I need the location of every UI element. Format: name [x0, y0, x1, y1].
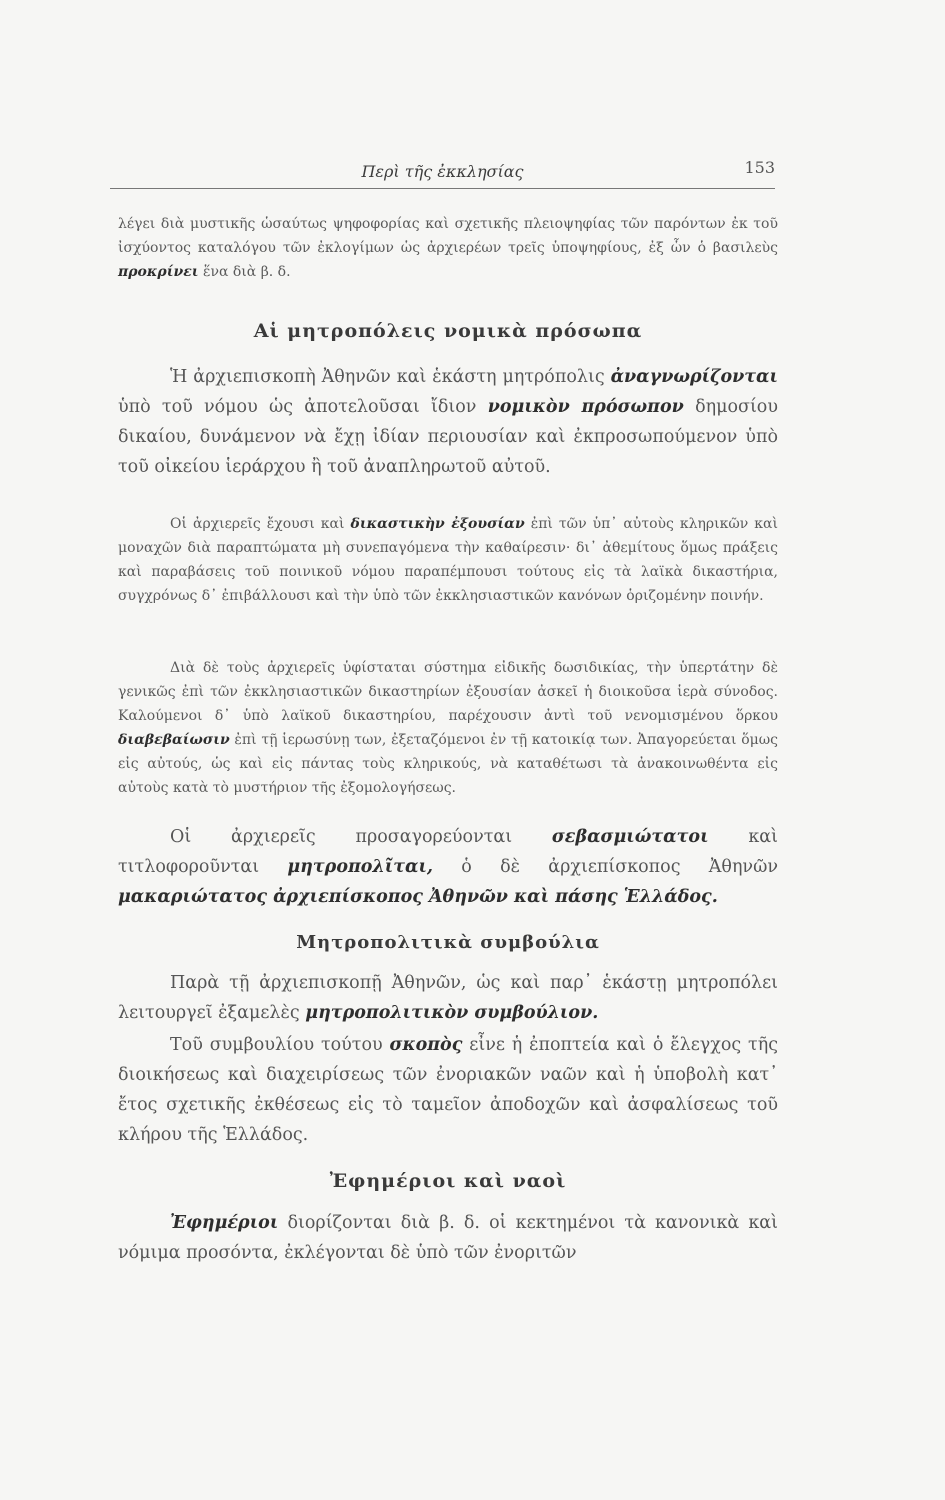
running-head [110, 158, 775, 189]
section-heading-legal-persons: Αἱ μητροπόλεις νομικὰ πρόσωπα [253, 320, 643, 342]
paragraph-priests: Ἐφημέριοι διορίζονται διὰ β. δ. οἱ κεκτημένοι τὰ κανονικὰ καὶ νόμιμα προσόντα, ἐκλέγονται δὲ ὑπὸ τῶν ἐνοριτῶν [118, 1213, 778, 1263]
paragraph-election: λέγει διὰ μυστικῆς ὡσαύτως ψηφοφορίας καὶ σχετικῆς πλειοψηφίας τῶν παρόντων ἐκ τοῦ ἰσχύοντος καταλόγου τῶν ἐκλογίμων ὡς ἀρχιερέων τρεῖς ὑποψηφίους, ἐξ ὧν ὁ βασιλεὺς προκρίνει ἕνα διὰ β. δ. [118, 216, 778, 280]
running-head-title: Περὶ τῆς ἐκκλησίας [361, 162, 524, 181]
section-heading-priests: Ἐφημέριοι καὶ ναοὶ [329, 1170, 567, 1192]
page-number: 153 [744, 158, 775, 177]
paragraph-council: Παρὰ τῇ ἀρχιεπισκοπῇ Ἀθηνῶν, ὡς καὶ παρ᾽ ἑκάστῃ μητροπόλει λειτουργεῖ ἐξαμελὲς μητροπολιτικὸν συμβούλιον. [118, 973, 778, 1023]
emphasis-prokrinei: προκρίνει [118, 264, 199, 280]
section-heading-councils: Μητροπολιτικὰ συμβούλια [296, 932, 600, 953]
paragraph-jurisdiction: Διὰ δὲ τοὺς ἀρχιερεῖς ὑφίσταται σύστημα εἰδικῆς δωσιδικίας, τὴν ὑπερτάτην δὲ γενικῶς ἐπὶ τῶν ἐκκλησιαστικῶν δικαστηρίων ἐξουσίαν ἀσκεῖ ἡ διοικοῦσα ἱερὰ σύνοδος. Καλούμενοι δ᾽ ὑπὸ λαϊκοῦ δικαστηρίου, παρέχουσιν ἀντὶ τοῦ νενομισμένου ὅρκου διαβεβαίωσιν ἐπὶ τῇ ἱερωσύνῃ των, ἐξεταζόμενοι ἐν τῇ κατοικίᾳ των. Ἀπαγορεύεται ὅμως εἰς αὐτούς, ὡς καὶ εἰς πάντας τοὺς κληρικούς, νὰ καταθέτωσι τὰ ἀνακοινωθέντα εἰς αὐτοὺς κατὰ τὸ μυστήριον τῆς ἐξομολογήσεως. [118, 660, 778, 796]
paragraph-council-purpose: Τοῦ συμβουλίου τούτου σκοπὸς εἶνε ἡ ἐποπτεία καὶ ὁ ἔλεγχος τῆς διοικήσεως καὶ διαχειρίσεως τῶν ἐνοριακῶν ναῶν καὶ ἡ ὑποβολὴ κατ᾽ ἔτος σχετικῆς ἐκθέσεως εἰς τὸ ταμεῖον ἀποδοχῶν καὶ ἀσφαλίσεως τοῦ κλήρου τῆς Ἑλλάδος. [118, 1035, 778, 1145]
paragraph-judicial-power: Οἱ ἀρχιερεῖς ἔχουσι καὶ δικαστικὴν ἐξουσίαν ἐπὶ τῶν ὑπ᾽ αὐτοὺς κληρικῶν καὶ μοναχῶν διὰ παραπτώματα μὴ συνεπαγόμενα τὴν καθαίρεσιν· δι᾽ ἀθεμίτους ὅμως πράξεις καὶ παραβάσεις τοῦ ποινικοῦ νόμου παραπέμπουσι τούτους εἰς τὰ λαϊκὰ δικαστήρια, συγχρόνως δ᾽ ἐπιβάλλουσι καὶ τὴν ὑπὸ τῶν ἐκκλησιαστικῶν κανόνων ὁριζομένην ποινήν. [118, 516, 778, 604]
paragraph-legal-persons: Ἡ ἀρχιεπισκοπὴ Ἀθηνῶν καὶ ἑκάστη μητρόπολις ἀναγνωρίζονται ὑπὸ τοῦ νόμου ὡς ἀποτελοῦσαι ἴδιον νομικὸν πρόσωπον δημοσίου δικαίου, δυνάμενον νὰ ἔχῃ ἰδίαν περιουσίαν καὶ ἐκπροσωπούμενον ὑπὸ τοῦ οἰκείου ἱεράρχου ἢ τοῦ ἀναπληρωτοῦ αὐτοῦ. [118, 367, 778, 477]
paragraph-titles: Οἱ ἀρχιερεῖς προσαγορεύονται σεβασμιώτατοι καὶ τιτλοφοροῦνται μητροπολῖται, ὁ δὲ ἀρχιεπίσκοπος Ἀθηνῶν μακαριώτατος ἀρχιεπίσκοπος Ἀθηνῶν καὶ πάσης Ἑλλάδος. [118, 827, 778, 907]
